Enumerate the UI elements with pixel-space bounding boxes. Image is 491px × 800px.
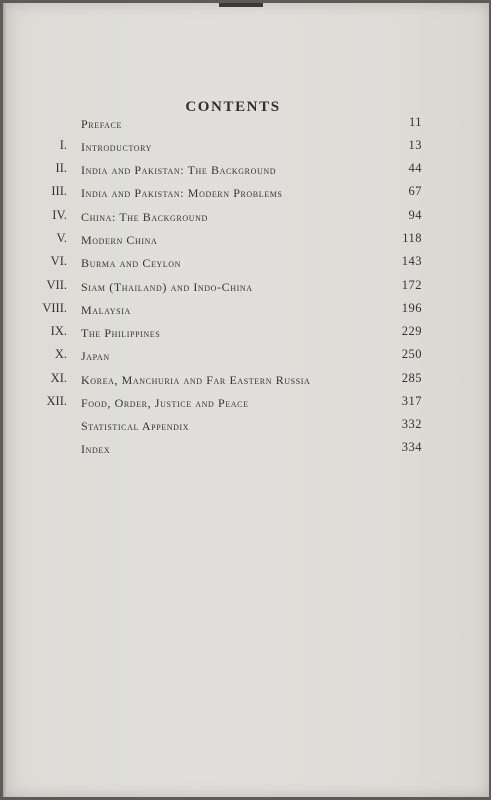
toc-entry — [3, 115, 489, 135]
chapter-title: Malaysia — [81, 303, 131, 317]
toc-entry — [3, 138, 489, 158]
page-number: 334 — [401, 440, 422, 454]
chapter-number: XI. — [50, 371, 67, 385]
toc-entry — [3, 440, 489, 460]
page-number: 67 — [408, 184, 422, 198]
toc-entry — [3, 278, 489, 298]
page-top-mark — [219, 3, 263, 7]
toc-entry — [3, 324, 489, 344]
page-number: 143 — [401, 254, 422, 268]
toc-entry — [3, 301, 489, 321]
chapter-title: Siam (Thailand) and Indo-China — [81, 280, 253, 294]
chapter-number: IX. — [50, 324, 67, 338]
page-number: 229 — [401, 324, 422, 338]
page-number: 285 — [401, 371, 422, 385]
page-number: 13 — [408, 138, 422, 152]
toc-entry — [3, 208, 489, 228]
page-number: 11 — [408, 115, 422, 129]
chapter-number: I. — [59, 138, 67, 152]
chapter-title: India and Pakistan: The Background — [81, 163, 277, 177]
chapter-title: Index — [81, 442, 111, 456]
toc-entry — [3, 371, 489, 391]
page-number: 172 — [401, 278, 422, 292]
chapter-title: Introductory — [81, 140, 153, 154]
toc-entry — [3, 161, 489, 181]
chapter-number: VII. — [46, 278, 67, 292]
chapter-number: IV. — [52, 208, 67, 222]
chapter-title: China: The Background — [81, 210, 208, 224]
chapter-number: VI. — [50, 254, 67, 268]
chapter-number: II. — [55, 161, 67, 175]
page-number: 118 — [402, 231, 422, 245]
page-number: 317 — [401, 394, 422, 408]
toc-entry — [3, 394, 489, 414]
page-number: 196 — [401, 301, 422, 315]
chapter-number: VIII. — [42, 301, 67, 315]
toc-entry — [3, 347, 489, 367]
toc-entry — [3, 184, 489, 204]
toc-entry — [3, 231, 489, 251]
chapter-title: Modern China — [81, 233, 158, 247]
toc-entry — [3, 417, 489, 437]
page-number: 94 — [408, 208, 422, 222]
book-page — [3, 3, 489, 797]
chapter-title: Food, Order, Justice and Peace — [81, 396, 249, 410]
chapter-title: Korea, Manchuria and Far Eastern Russia — [81, 373, 311, 387]
chapter-title: Burma and Ceylon — [81, 256, 182, 270]
page-number: 332 — [401, 417, 422, 431]
toc-entry — [3, 254, 489, 274]
page-number: 44 — [408, 161, 422, 175]
chapter-title: India and Pakistan: Modern Problems — [81, 186, 283, 200]
chapter-title: Preface — [81, 117, 122, 131]
page-number: 250 — [401, 347, 422, 361]
chapter-number: XII. — [46, 394, 67, 408]
contents-heading: CONTENTS — [185, 99, 281, 115]
chapter-number: V. — [56, 231, 67, 245]
chapter-number: X. — [54, 347, 67, 361]
chapter-title: The Philippines — [81, 326, 161, 340]
chapter-title: Japan — [81, 349, 110, 363]
chapter-title: Statistical Appendix — [81, 419, 190, 433]
chapter-number: III. — [51, 184, 67, 198]
